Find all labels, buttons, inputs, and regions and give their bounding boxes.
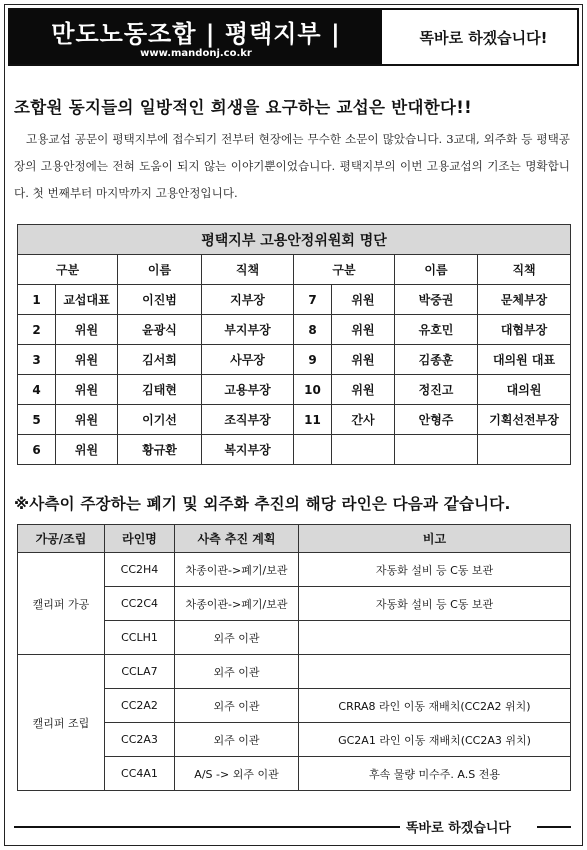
col-header-plan: 사측 추진 계획	[175, 525, 299, 553]
table-cell: 5	[18, 405, 56, 435]
table-row	[18, 285, 571, 315]
group-caliper-assembly: 캘리퍼 조립	[18, 655, 105, 791]
col-header-category: 구분	[18, 255, 118, 285]
table-cell: 위원	[332, 375, 395, 405]
table-cell: 2	[18, 315, 56, 345]
table-cell	[332, 435, 395, 465]
table-row	[18, 553, 571, 587]
table-cell: 이진범	[118, 285, 202, 315]
intro-text: 고용교섭 공문이 평택지부에 접수되기 전부터 현장에는 무수한 소문이 많았습니다. 3교대, 외주화 등 평택공장의 고용안정에는 전혀 도움이 되지 않는 이야기뿐이었습니다. 평택지부의 이번 고용교섭의 기조는 명확합니다. 첫 번째부터 마지막까지 고용안정입니다.	[14, 132, 570, 200]
table-cell: 위원	[56, 405, 118, 435]
table-cell: 이기선	[118, 405, 202, 435]
table-cell: 11	[294, 405, 332, 435]
table-cell: 3	[18, 345, 56, 375]
table-cell: 김종훈	[395, 345, 478, 375]
table-cell: 외주 이관	[175, 621, 299, 655]
table-cell: CRRA8 라인 이동 재배치(CC2A2 위치)	[299, 689, 571, 723]
table-row	[18, 435, 571, 465]
col-header-name: 이름	[118, 255, 202, 285]
union-title: 만도노동조합 | 평택지부 |	[51, 20, 341, 48]
table-cell	[478, 435, 571, 465]
table-cell: 복지부장	[202, 435, 294, 465]
table-row	[18, 345, 571, 375]
table-cell: 1	[18, 285, 56, 315]
table-cell: CC2C4	[105, 587, 175, 621]
table-cell: 유호민	[395, 315, 478, 345]
table-cell: 대협부장	[478, 315, 571, 345]
footer-divider-left	[14, 826, 400, 828]
table-cell: 차종이관->폐기/보관	[175, 553, 299, 587]
table-cell: 위원	[56, 315, 118, 345]
table-cell: CC2A2	[105, 689, 175, 723]
table-cell: 차종이관->폐기/보관	[175, 587, 299, 621]
table-cell: 9	[294, 345, 332, 375]
table-cell: GC2A1 라인 이동 재배치(CC2A3 위치)	[299, 723, 571, 757]
table-row	[18, 405, 571, 435]
table-cell: 후속 물량 미수주. A.S 전용	[299, 757, 571, 791]
table-cell: 박중권	[395, 285, 478, 315]
table-cell: 대의원 대표	[478, 345, 571, 375]
table-cell: 외주 이관	[175, 689, 299, 723]
col-header-name-2: 이름	[395, 255, 478, 285]
lines-table	[17, 524, 571, 791]
website-url[interactable]: www.mandonj.co.kr	[140, 48, 252, 59]
table-cell: 위원	[332, 345, 395, 375]
table-cell: 교섭대표	[56, 285, 118, 315]
table-cell: 10	[294, 375, 332, 405]
table-cell: 김서희	[118, 345, 202, 375]
table-cell: 김태현	[118, 375, 202, 405]
col-header-note: 비고	[299, 525, 571, 553]
table-cell	[299, 655, 571, 689]
table-cell: 지부장	[202, 285, 294, 315]
col-header-process: 가공/조립	[18, 525, 105, 553]
table-cell: 위원	[56, 375, 118, 405]
footer-divider-right	[537, 826, 571, 828]
col-header-line: 라인명	[105, 525, 175, 553]
table-cell: 외주 이관	[175, 723, 299, 757]
table-cell: 안형주	[395, 405, 478, 435]
table-cell: 위원	[332, 315, 395, 345]
table-cell: 조직부장	[202, 405, 294, 435]
header-title-block	[10, 10, 382, 64]
header-banner	[8, 8, 579, 66]
col-header-position: 직책	[202, 255, 294, 285]
table-cell: CC4A1	[105, 757, 175, 791]
table-cell: 황규환	[118, 435, 202, 465]
table-cell	[294, 435, 332, 465]
table-row	[18, 655, 571, 689]
table-cell: 대의원	[478, 375, 571, 405]
table-cell: 7	[294, 285, 332, 315]
table-cell: A/S -> 외주 이관	[175, 757, 299, 791]
table-cell: 사무장	[202, 345, 294, 375]
table-cell: 6	[18, 435, 56, 465]
table-cell: 위원	[332, 285, 395, 315]
table-cell: 4	[18, 375, 56, 405]
footer-slogan: 똑바로 하겠습니다	[406, 821, 511, 836]
table-cell: 외주 이관	[175, 655, 299, 689]
table-cell: 위원	[56, 435, 118, 465]
table-cell: CC2H4	[105, 553, 175, 587]
table-cell: 윤광식	[118, 315, 202, 345]
table-cell: 간사	[332, 405, 395, 435]
table-cell	[395, 435, 478, 465]
table-cell: 8	[294, 315, 332, 345]
table-cell: CCLH1	[105, 621, 175, 655]
group-caliper-machining: 캘리퍼 가공	[18, 553, 105, 655]
table-cell: 문체부장	[478, 285, 571, 315]
headline: 조합원 동지들의 일방적인 희생을 요구하는 교섭은 반대한다!!	[14, 98, 472, 117]
table-cell: CCLA7	[105, 655, 175, 689]
committee-title: 평택지부 고용안정위원회 명단	[18, 225, 571, 255]
committee-table	[17, 224, 571, 465]
intro-paragraph	[14, 126, 570, 207]
table-cell: 위원	[56, 345, 118, 375]
table-row	[18, 375, 571, 405]
section-title: ※사측이 주장하는 폐기 및 외주화 추진의 해당 라인은 다음과 같습니다.	[14, 495, 511, 513]
col-header-position-2: 직책	[478, 255, 571, 285]
header-slogan: 똑바로 하겠습니다!	[419, 28, 548, 47]
table-cell: 자동화 설비 등 C동 보관	[299, 553, 571, 587]
table-cell	[299, 621, 571, 655]
table-cell: 기획선전부장	[478, 405, 571, 435]
col-header-category-2: 구분	[294, 255, 395, 285]
table-row	[18, 315, 571, 345]
table-cell: 고용부장	[202, 375, 294, 405]
table-cell: 정진고	[395, 375, 478, 405]
table-cell: 자동화 설비 등 C동 보관	[299, 587, 571, 621]
table-cell: 부지부장	[202, 315, 294, 345]
table-cell: CC2A3	[105, 723, 175, 757]
